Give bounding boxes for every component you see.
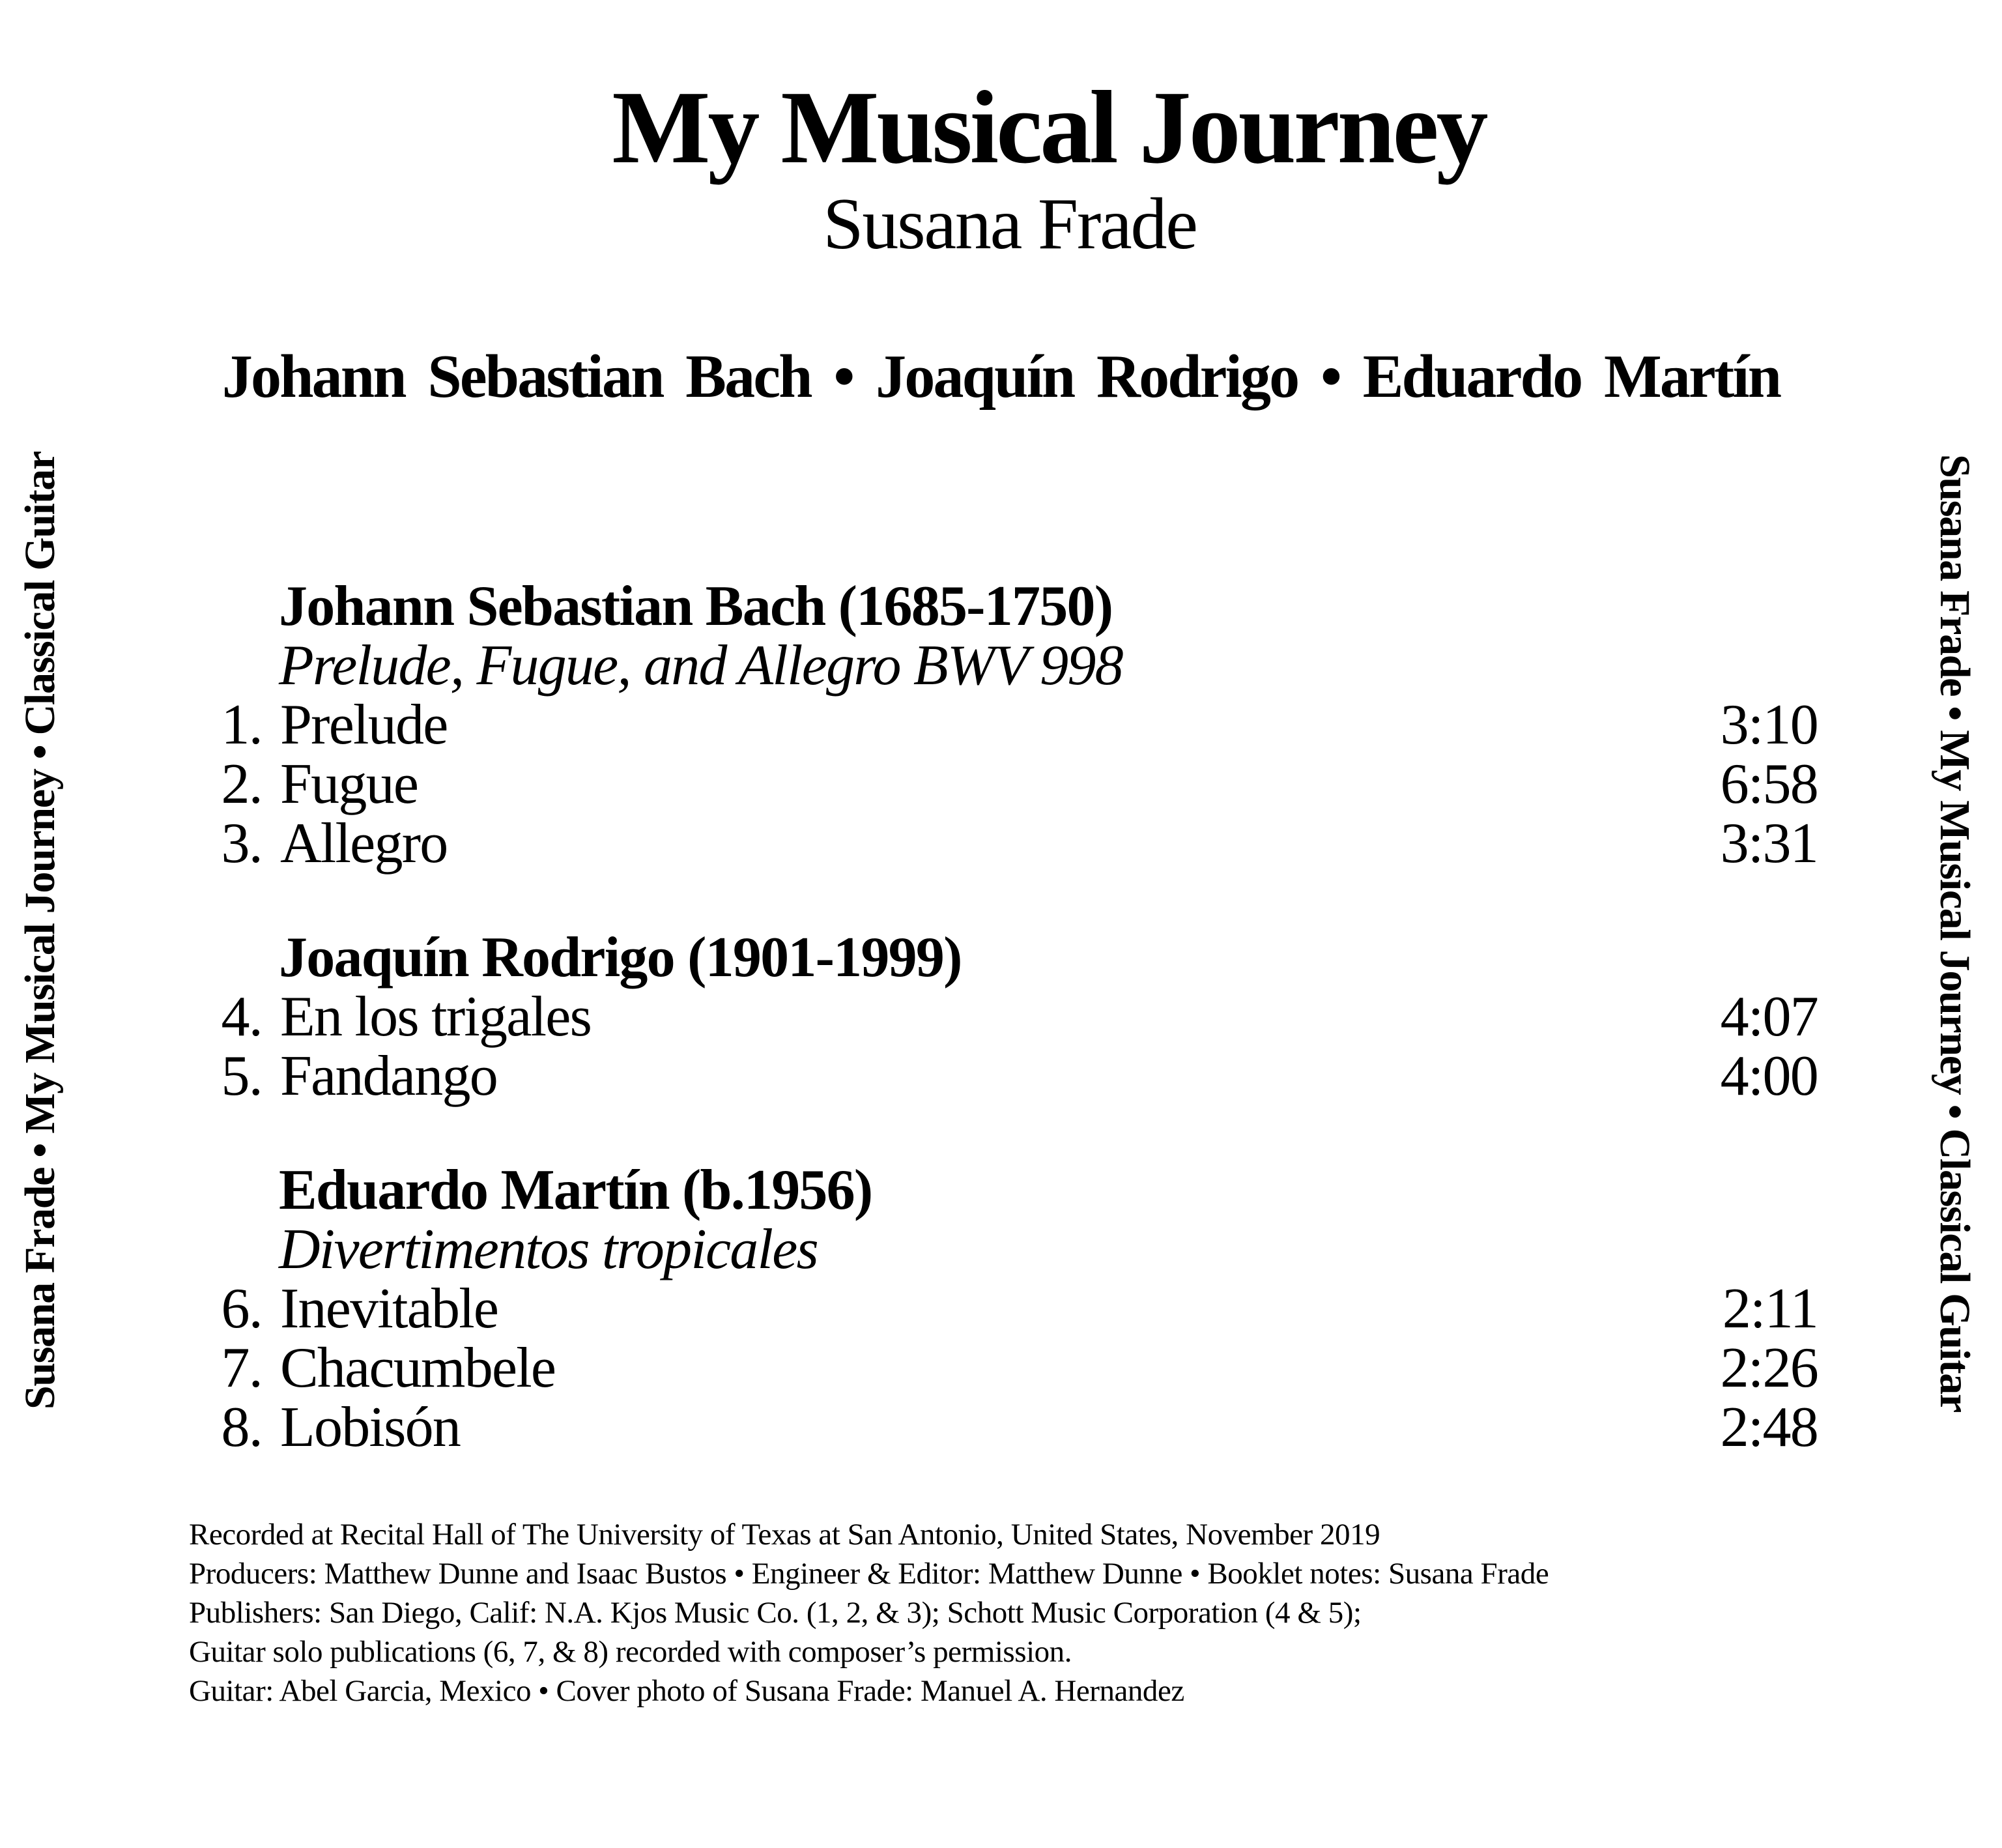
- track-row: [189, 755, 1818, 814]
- credits-block: [189, 1515, 1857, 1711]
- album-title: My Musical Journey: [612, 69, 1486, 185]
- credit-producers: Producers: Matthew Dunne and Isaac Bustos • Engineer & Editor: Matthew Dunne • Booklet notes: Susana Frade: [189, 1557, 1549, 1591]
- track-number: 4.: [221, 985, 262, 1048]
- credit-recorded-at: Recorded at Recital Hall of The University of Texas at San Antonio, United States, November 2019: [189, 1518, 1380, 1552]
- track-title: Allegro: [280, 812, 448, 875]
- credit-publishers: Publishers: San Diego, Calif: N.A. Kjos Music Co. (1, 2, & 3); Schott Music Corporation (4 & 5);: [189, 1596, 1362, 1630]
- track-title: Inevitable: [280, 1277, 498, 1340]
- track-row: [189, 1279, 1818, 1338]
- track-row: [189, 695, 1818, 755]
- track-row: [189, 1047, 1818, 1106]
- track-number: 7.: [221, 1336, 262, 1400]
- track-number: 2.: [221, 753, 262, 816]
- section-composer: Eduardo Martín (b.1956): [279, 1159, 872, 1222]
- track-title: Prelude: [280, 693, 448, 757]
- section-gap: [189, 873, 1818, 928]
- track-number: 5.: [221, 1045, 262, 1108]
- section-composer: Johann Sebastian Bach (1685-1750): [279, 575, 1113, 638]
- track-number: 8.: [221, 1396, 262, 1459]
- track-title: Chacumbele: [280, 1336, 556, 1400]
- composers-line: Johann Sebastian Bach • Joaquín Rodrigo • Eduardo Martín: [222, 343, 1780, 411]
- spine-text-right: Susana Frade • My Musical Journey • Classical Guitar: [1931, 454, 1979, 1412]
- spine-text-left: Susana Frade • My Musical Journey • Classical Guitar: [16, 452, 64, 1409]
- credit-permissions: Guitar solo publications (6, 7, & 8) recorded with composer’s permission.: [189, 1635, 1072, 1669]
- track-duration: 2:26: [1720, 1336, 1818, 1400]
- track-duration: 6:58: [1720, 753, 1818, 816]
- album-artist: Susana Frade: [823, 184, 1197, 265]
- section-gap: [189, 1106, 1818, 1161]
- track-row: [189, 1398, 1818, 1457]
- track-duration: 4:07: [1720, 985, 1818, 1048]
- section-work-title: Prelude, Fugue, and Allegro BWV 998: [279, 634, 1123, 697]
- track-title: Fugue: [280, 753, 418, 816]
- track-row: [189, 814, 1818, 873]
- track-row: [189, 987, 1818, 1047]
- track-duration: 4:00: [1720, 1045, 1818, 1108]
- section-work-title: Divertimentos tropicales: [279, 1218, 818, 1281]
- track-list: [189, 577, 1818, 1457]
- track-number: 6.: [221, 1277, 262, 1340]
- section-composer: Joaquín Rodrigo (1901-1999): [279, 926, 962, 989]
- track-title: Lobisón: [280, 1396, 461, 1459]
- track-duration: 3:10: [1720, 693, 1818, 757]
- credit-guitar-photo: Guitar: Abel Garcia, Mexico • Cover photo of Susana Frade: Manuel A. Hernandez: [189, 1674, 1184, 1708]
- track-duration: 3:31: [1720, 812, 1818, 875]
- track-number: 1.: [221, 693, 262, 757]
- track-title: Fandango: [280, 1045, 497, 1108]
- track-number: 3.: [221, 812, 262, 875]
- track-row: [189, 1338, 1818, 1398]
- track-duration: 2:48: [1720, 1396, 1818, 1459]
- track-duration: 2:11: [1722, 1277, 1818, 1340]
- track-title: En los trigales: [280, 985, 592, 1048]
